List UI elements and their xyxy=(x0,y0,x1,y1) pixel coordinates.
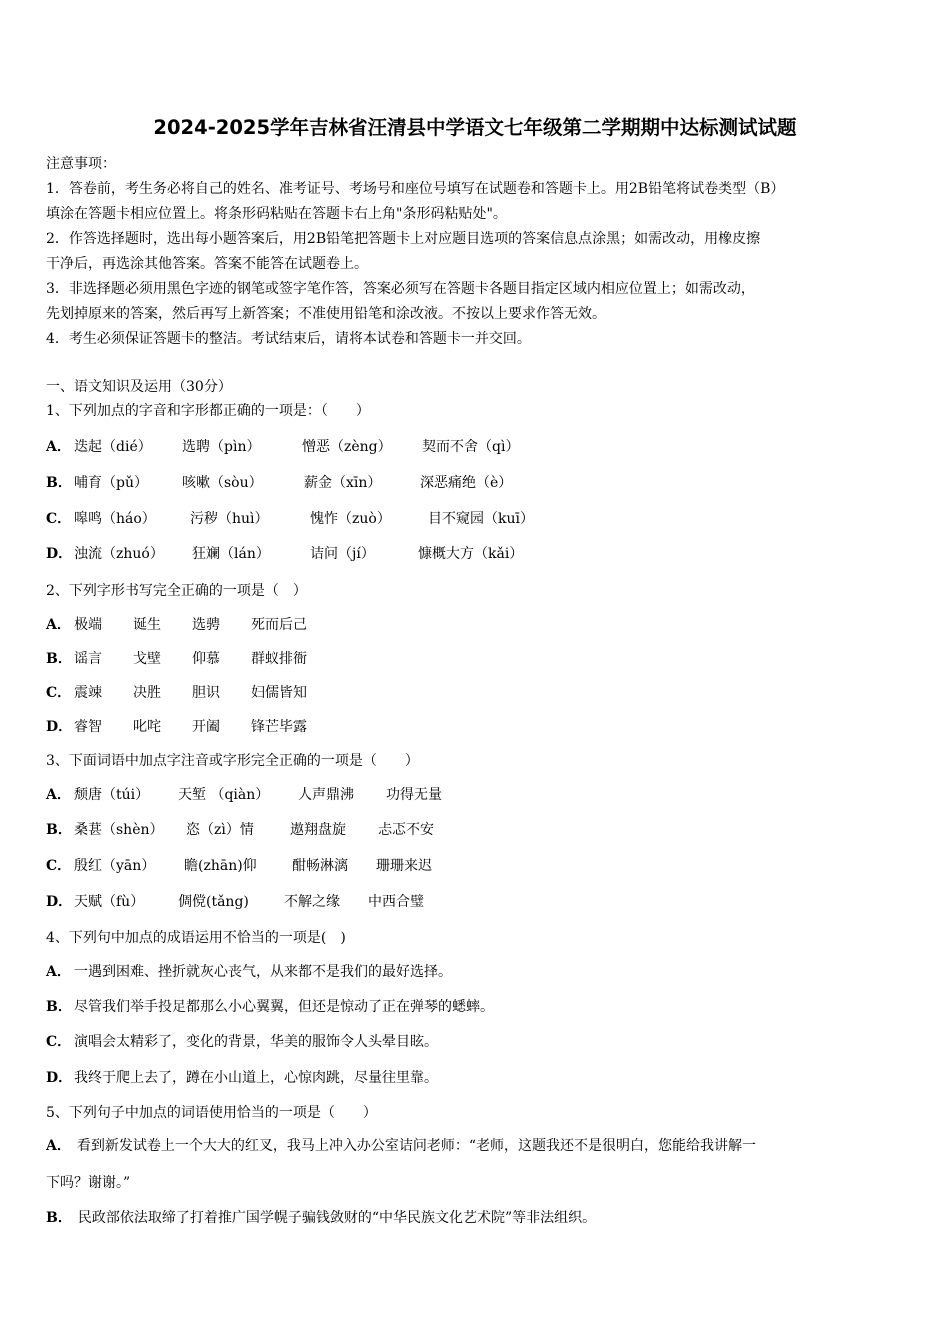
notice-line: 2．作答选择题时，选出每小题答案后，用2B铅笔把答题卡上对应题目选项的答案信息点涂黑；如需改动，用橡皮擦 xyxy=(46,231,761,247)
option-item: 胆识 xyxy=(192,685,220,701)
option-item: 契而不舍（qì） xyxy=(422,439,520,455)
q4-option-c xyxy=(46,1031,438,1051)
option-label: A． xyxy=(46,787,71,803)
option-item: 人声鼎沸 xyxy=(298,787,354,803)
q2-option-a xyxy=(46,614,307,634)
option-item: 睿智 xyxy=(74,719,102,735)
option-text: 尽管我们举手投足都那么小心翼翼，但还是惊动了正在弹琴的蟋蟀。 xyxy=(74,999,494,1015)
option-item: 选骋 xyxy=(192,617,220,633)
option-item: 薪金（xīn） xyxy=(304,475,382,491)
option-text: 民政部依法取缔了打着推广国学幌子骗钱敛财的“中华民族文化艺术院”等非法组织。 xyxy=(77,1210,597,1226)
option-item: 恣（zì）情 xyxy=(186,822,254,838)
option-label: D． xyxy=(46,894,73,910)
option-item: 极端 xyxy=(74,617,102,633)
q1-option-a xyxy=(46,436,519,456)
option-item: 天赋（fù） xyxy=(74,894,145,910)
option-item: 不解之缘 xyxy=(284,894,340,910)
option-item: 珊珊来迟 xyxy=(376,858,432,874)
option-item: 决胜 xyxy=(133,685,161,701)
option-item: 倜傥(tǎng) xyxy=(178,894,249,910)
option-label: B． xyxy=(46,1210,72,1226)
option-item: 妇儒皆知 xyxy=(251,685,307,701)
option-item: 桑葚（shèn） xyxy=(74,822,164,838)
option-text: 一遇到困难、挫折就灰心丧气，从来都不是我们的最好选择。 xyxy=(74,964,452,980)
page-title: 2024-2025学年吉林省汪清县中学语文七年级第二学期期中达标测试试题 xyxy=(153,116,797,139)
option-label: A． xyxy=(46,439,71,455)
option-item: 遨翔盘旋 xyxy=(290,822,346,838)
option-item: 戈壁 xyxy=(133,651,161,667)
q3-option-d xyxy=(46,891,424,911)
option-item: 深恶痛绝（è） xyxy=(420,475,513,491)
option-item: 死而后己 xyxy=(251,617,307,633)
notice-heading: 注意事项： xyxy=(46,156,116,172)
q2-option-d xyxy=(46,716,307,736)
q5-option-a-line1 xyxy=(46,1135,906,1155)
option-item: 嗥鸣（háo） xyxy=(74,511,156,527)
option-item: 迭起（dié） xyxy=(74,439,152,455)
option-item: 咳嗽（sòu） xyxy=(182,475,263,491)
q1-option-c xyxy=(46,508,534,528)
option-item: 瞻(zhān)仰 xyxy=(184,858,257,874)
q4-option-b xyxy=(46,996,494,1016)
option-item: 功得无量 xyxy=(386,787,442,803)
option-item: 憎恶（zèng） xyxy=(302,439,392,455)
notice-line: 1．答卷前，考生务必将自己的姓名、准考证号、考场号和座位号填写在试题卷和答题卡上。用2B铅笔将试卷类型（B） xyxy=(46,181,785,197)
option-text: 我终于爬上去了，蹲在小山道上，心惊肉跳，尽量往里靠。 xyxy=(74,1070,438,1086)
option-item: 目不窥园（kuī） xyxy=(428,511,534,527)
q2-option-c xyxy=(46,682,307,702)
option-item: 狂斓（lán） xyxy=(192,546,270,562)
option-item: 叱咤 xyxy=(133,719,161,735)
question-4-stem: 4、下列句中加点的成语运用不恰当的一项是( ) xyxy=(46,930,346,946)
question-1-stem: 1、下列加点的字音和字形都正确的一项是：（ ） xyxy=(46,403,370,419)
option-label: C． xyxy=(46,858,72,874)
option-item: 选聘（pìn） xyxy=(182,439,261,455)
option-item: 慷概大方（kǎi） xyxy=(418,546,524,562)
q4-option-a xyxy=(46,961,452,981)
option-item: 中西合璧 xyxy=(368,894,424,910)
q5-option-b xyxy=(46,1207,906,1227)
option-item: 殷红（yān） xyxy=(74,858,156,874)
option-label: C． xyxy=(46,1034,72,1050)
option-label: C． xyxy=(46,511,72,527)
option-item: 诘问（jí） xyxy=(310,546,375,562)
option-item: 污秽（huì） xyxy=(190,511,269,527)
notice-block xyxy=(46,152,906,352)
notice-line: 3．非选择题必须用黑色字迹的钢笔或签字笔作答，答案必须写在答题卡各题目指定区域内相应位置上；如需改动， xyxy=(46,281,755,297)
q3-option-b xyxy=(46,819,434,839)
q3-option-a xyxy=(46,784,442,804)
option-label: A． xyxy=(46,964,71,980)
notice-line: 干净后，再选涂其他答案。答案不能答在试题卷上。 xyxy=(46,256,368,272)
option-item: 群蚁排衙 xyxy=(251,651,307,667)
q5-option-a-line2: 下吗？谢谢。” xyxy=(46,1175,131,1191)
q4-option-d xyxy=(46,1067,438,1087)
option-label: B． xyxy=(46,822,72,838)
q2-option-b xyxy=(46,648,307,668)
question-2-stem: 2、下列字形书写完全正确的一项是（ ） xyxy=(46,583,307,599)
question-3-stem: 3、下面词语中加点字注音或字形完全正确的一项是（ ） xyxy=(46,753,419,769)
notice-line: 填涂在答题卡相应位置上。将条形码粘贴在答题卡右上角"条形码粘贴处"。 xyxy=(46,206,507,222)
option-label: A． xyxy=(46,1138,71,1154)
option-label: B． xyxy=(46,999,72,1015)
option-item: 颓唐（túi） xyxy=(74,787,150,803)
option-item: 天堑 （qiàn） xyxy=(178,787,270,803)
option-text: 看到新发试卷上一个大大的红叉，我马上冲入办公室诘问老师：“老师，这题我还不是很明白，您能给我讲解一 xyxy=(76,1138,757,1154)
q3-option-c xyxy=(46,855,432,875)
option-item: 仰慕 xyxy=(192,651,220,667)
option-label: B． xyxy=(46,475,72,491)
option-item: 谣言 xyxy=(74,651,102,667)
option-item: 愧怍（zuò） xyxy=(310,511,391,527)
question-5-stem: 5、下列句子中加点的词语使用恰当的一项是（ ） xyxy=(46,1105,377,1121)
option-item: 锋芒毕露 xyxy=(251,719,307,735)
option-text: 演唱会太精彩了，变化的背景，华美的服饰令人头晕目眩。 xyxy=(74,1034,438,1050)
option-label: D． xyxy=(46,1070,73,1086)
option-item: 忐忑不安 xyxy=(378,822,434,838)
option-item: 诞生 xyxy=(133,617,161,633)
option-item: 开阖 xyxy=(192,719,220,735)
option-label: D． xyxy=(46,719,73,735)
notice-line: 4．考生必须保证答题卡的整洁。考试结束后，请将本试卷和答题卡一并交回。 xyxy=(46,331,531,347)
q1-option-b xyxy=(46,472,512,492)
option-item: 哺育（pǔ） xyxy=(74,475,148,491)
option-item: 浊流（zhuó） xyxy=(74,546,164,562)
section-heading: 一、语文知识及运用（30分） xyxy=(46,379,232,395)
option-item: 震竦 xyxy=(74,685,102,701)
option-item: 酣畅淋漓 xyxy=(292,858,348,874)
option-label: C． xyxy=(46,685,72,701)
q1-option-d xyxy=(46,543,523,563)
option-label: B． xyxy=(46,651,72,667)
option-label: D． xyxy=(46,546,73,562)
option-label: A． xyxy=(46,617,71,633)
notice-line: 先划掉原来的答案，然后再写上新答案；不准使用铅笔和涂改液。不按以上要求作答无效。 xyxy=(46,306,606,322)
